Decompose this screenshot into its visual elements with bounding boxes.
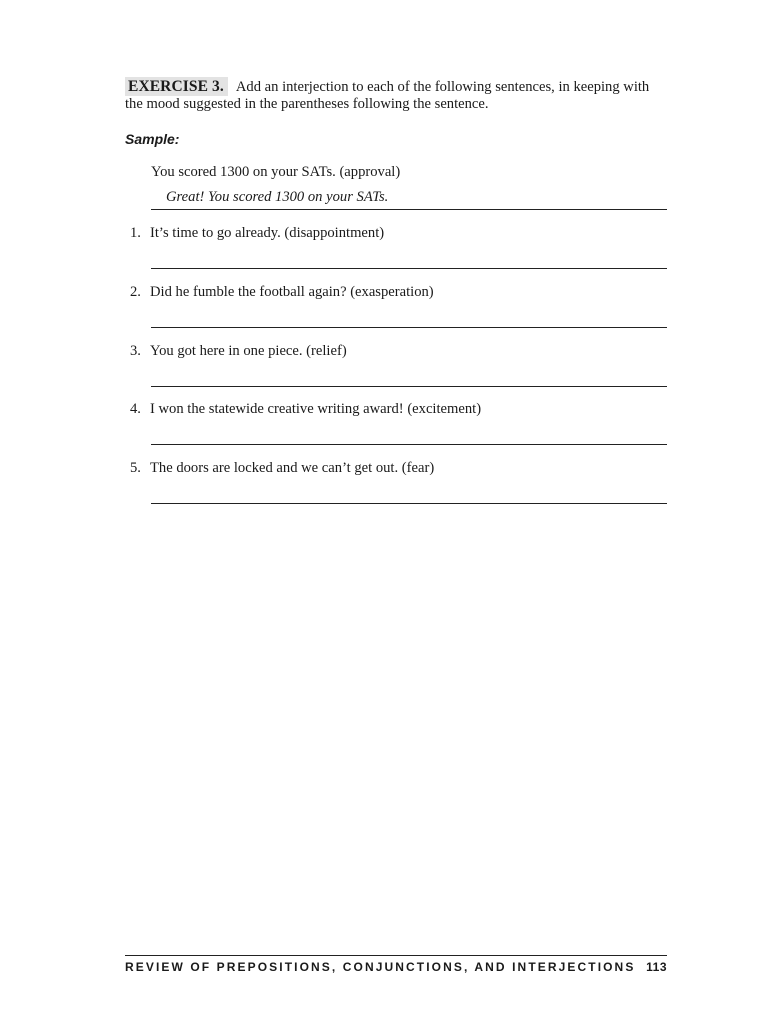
exercise-item-3 [130, 343, 347, 360]
item-number: 4. [130, 401, 141, 417]
page-footer [125, 960, 667, 974]
answer-line-3[interactable] [151, 386, 667, 387]
exercise-label: EXERCISE 3. [125, 77, 228, 96]
answer-line-5[interactable] [151, 503, 667, 504]
footer-divider [125, 955, 667, 956]
answer-line-2[interactable] [151, 327, 667, 328]
exercise-item-2 [130, 284, 434, 301]
item-text: You got here in one piece. (relief) [150, 343, 347, 359]
exercise-item-4 [130, 401, 481, 418]
sample-prompt: You scored 1300 on your SATs. (approval) [151, 164, 401, 180]
answer-line-4[interactable] [151, 444, 667, 445]
exercise-item-1 [130, 225, 384, 242]
item-number: 1. [130, 225, 141, 241]
exercise-header [125, 78, 670, 113]
footer-section-title: REVIEW OF PREPOSITIONS, CONJUNCTIONS, AND INTERJECTIONS [125, 960, 636, 974]
page-number: 113 [646, 960, 667, 974]
answer-line-1[interactable] [151, 268, 667, 269]
item-number: 5. [130, 460, 141, 476]
item-text: It’s time to go already. (disappointment) [150, 225, 385, 241]
item-text: I won the statewide creative writing award! (excitement) [150, 401, 482, 417]
sample-answer-line [151, 209, 667, 210]
item-number: 2. [130, 284, 141, 300]
item-number: 3. [130, 343, 141, 359]
exercise-instructions: Add an interjection to each of the following sentences, in keeping with the mood suggested in the parentheses following the sentence. [125, 79, 650, 112]
sample-answer: Great! You scored 1300 on your SATs. [166, 189, 389, 205]
sample-label: Sample: [125, 131, 180, 147]
item-text: The doors are locked and we can’t get out. (fear) [150, 460, 435, 476]
exercise-item-5 [130, 460, 434, 477]
item-text: Did he fumble the football again? (exasperation) [150, 284, 434, 300]
